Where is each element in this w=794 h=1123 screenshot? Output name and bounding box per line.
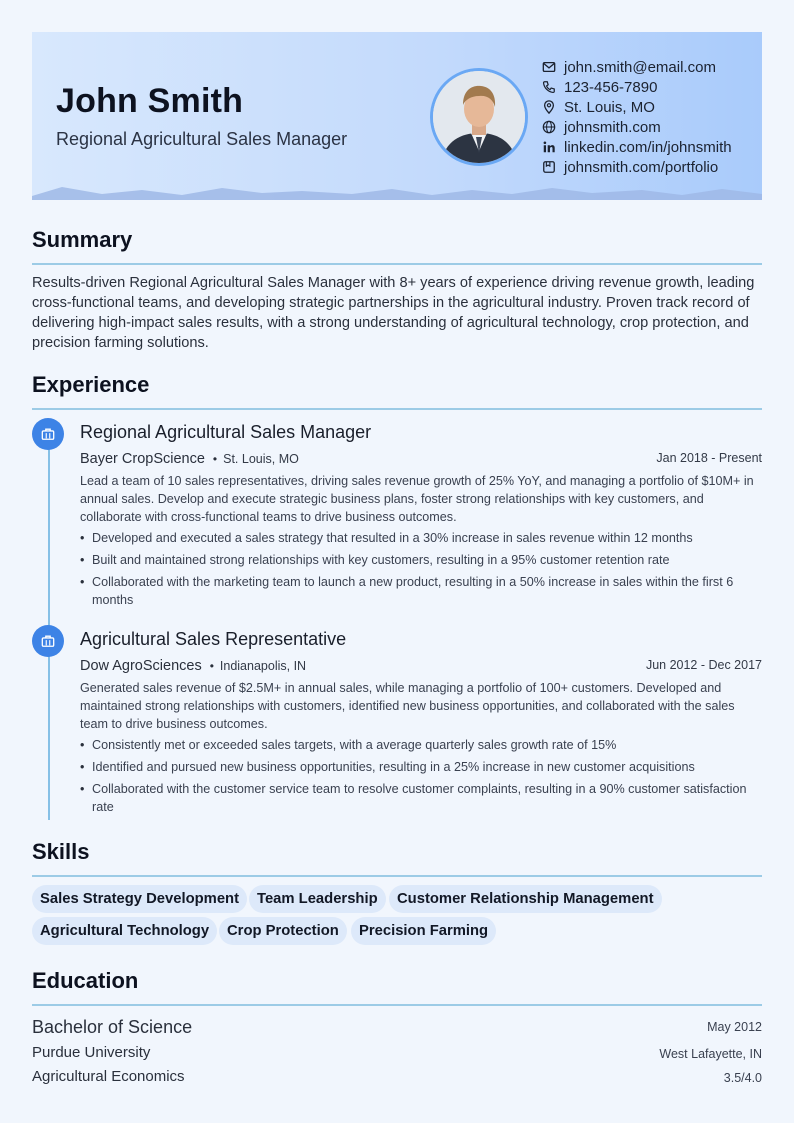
summary-text: Results-driven Regional Agricultural Sales Manager with 8+ years of experience driving revenue growth, leading cross-functional teams, and developing strategic partnerships in the agricultural industry. Proven track record of delivering high-impact sales results, with a strong understanding of agricultural technology, crop protection, and precision farming solutions. — [32, 275, 755, 351]
phone-icon — [542, 80, 556, 94]
achievement-item: • Collaborated with the marketing team to launch a new product, resulting in a 50% increase in sales within the first 6 months — [80, 573, 762, 609]
contact-linkedin-text: linkedin.com/in/johnsmith — [564, 138, 732, 156]
contact-website-text: johnsmith.com — [564, 118, 661, 136]
job-description: Generated sales revenue of $2.5M+ in annual sales, while managing a portfolio of 100+ customers. Developed and maintained strong relationships with customers, identified new business opportunities, and collaborated with the sales team to drive business outcomes. — [80, 681, 735, 731]
contact-location-text: St. Louis, MO — [564, 98, 655, 116]
skill-chip: Customer Relationship Management — [389, 885, 662, 913]
contact-email[interactable] — [542, 57, 732, 77]
contact-phone[interactable] — [542, 77, 732, 97]
job-dates: Jun 2012 - Dec 2017 — [645, 658, 762, 672]
job-meta: Dow AgroSciences • Indianapolis, IN Jun 2012 - Dec 2017 — [80, 658, 762, 674]
job-dot — [32, 625, 64, 657]
contact-email-text: john.smith@email.com — [564, 58, 716, 76]
job-location: St. Louis, MO — [223, 452, 299, 466]
profile-photo — [433, 71, 525, 163]
skill-chip: Team Leadership — [249, 885, 386, 913]
contact-phone-text: 123-456-7890 — [564, 78, 658, 96]
education-major: Agricultural Economics — [32, 1068, 185, 1085]
contact-location — [542, 97, 732, 117]
contact-website[interactable] — [542, 117, 732, 137]
skill-chip: Agricultural Technology — [32, 917, 217, 945]
education-school: Purdue University — [32, 1044, 151, 1061]
summary-heading: Summary — [32, 227, 133, 252]
skill-chip: Crop Protection — [219, 917, 347, 945]
portfolio-icon — [542, 160, 556, 174]
job-company: Dow AgroSciences — [80, 658, 202, 674]
summary-divider — [32, 263, 762, 265]
education-date: May 2012 — [707, 1020, 762, 1034]
skill-chip: Precision Farming — [351, 917, 496, 945]
education-school-row — [32, 1044, 762, 1066]
achievement-item: • Built and maintained strong relationships with key customers, resulting in a 95% customer retention rate — [80, 551, 762, 569]
job-achievements — [80, 736, 762, 820]
education-location: West Lafayette, IN — [659, 1047, 762, 1061]
education-divider — [32, 1004, 762, 1006]
job-title: Agricultural Sales Representative — [80, 629, 347, 649]
contact-linkedin[interactable] — [542, 137, 732, 157]
skills-heading: Skills — [32, 839, 90, 864]
achievement-item: • Collaborated with the customer service team to resolve customer complaints, resulting in a 90% customer satisfaction rate — [80, 780, 762, 816]
avatar — [430, 68, 528, 166]
education-gpa: 3.5/4.0 — [723, 1071, 762, 1085]
achievement-item: • Consistently met or exceeded sales targets, with a average quarterly sales growth rate of 15% — [80, 736, 762, 754]
achievement-item: • Identified and pursued new business opportunities, resulting in a 25% increase in new customer acquisitions — [80, 758, 762, 776]
job-title: Regional Agricultural Sales Manager — [80, 422, 372, 442]
education-heading: Education — [32, 968, 139, 993]
email-icon — [542, 60, 556, 74]
education-degree-row — [32, 1017, 762, 1039]
education-degree: Bachelor of Science — [32, 1017, 193, 1037]
candidate-name: John Smith — [56, 82, 244, 120]
job-company: Bayer CropScience — [80, 451, 205, 467]
job-dates: Jan 2018 - Present — [656, 451, 762, 465]
resume-header — [32, 32, 762, 200]
candidate-role: Regional Agricultural Sales Manager — [56, 129, 348, 149]
education-major-row — [32, 1068, 762, 1090]
experience-divider — [32, 408, 762, 410]
contact-portfolio-text: johnsmith.com/portfolio — [564, 158, 719, 176]
job-description: Lead a team of 10 sales representatives, driving sales revenue growth of 25% YoY, and managing a portfolio of $10M+ in annual sales. Develop and execute strategic business plans, foster strong relationships with key customers, and collaborate with cross-functional teams to drive business outcomes. — [80, 474, 754, 524]
achievement-item: • Developed and executed a sales strategy that resulted in a 30% increase in sales revenue within 12 months — [80, 529, 762, 547]
briefcase-icon — [41, 634, 55, 648]
contact-portfolio[interactable] — [542, 157, 732, 177]
briefcase-icon — [41, 427, 55, 441]
job-meta: Bayer CropScience • St. Louis, MO Jan 2018 - Present — [80, 451, 762, 467]
skill-chip: Sales Strategy Development — [32, 885, 247, 913]
globe-icon — [542, 120, 556, 134]
linkedin-icon — [542, 140, 556, 154]
header-wave-decoration — [32, 184, 762, 200]
skills-divider — [32, 875, 762, 877]
experience-heading: Experience — [32, 372, 150, 397]
job-dot — [32, 418, 64, 450]
job-location: Indianapolis, IN — [219, 659, 307, 673]
location-icon — [542, 100, 556, 114]
contact-list — [542, 57, 732, 177]
job-achievements — [80, 529, 762, 613]
